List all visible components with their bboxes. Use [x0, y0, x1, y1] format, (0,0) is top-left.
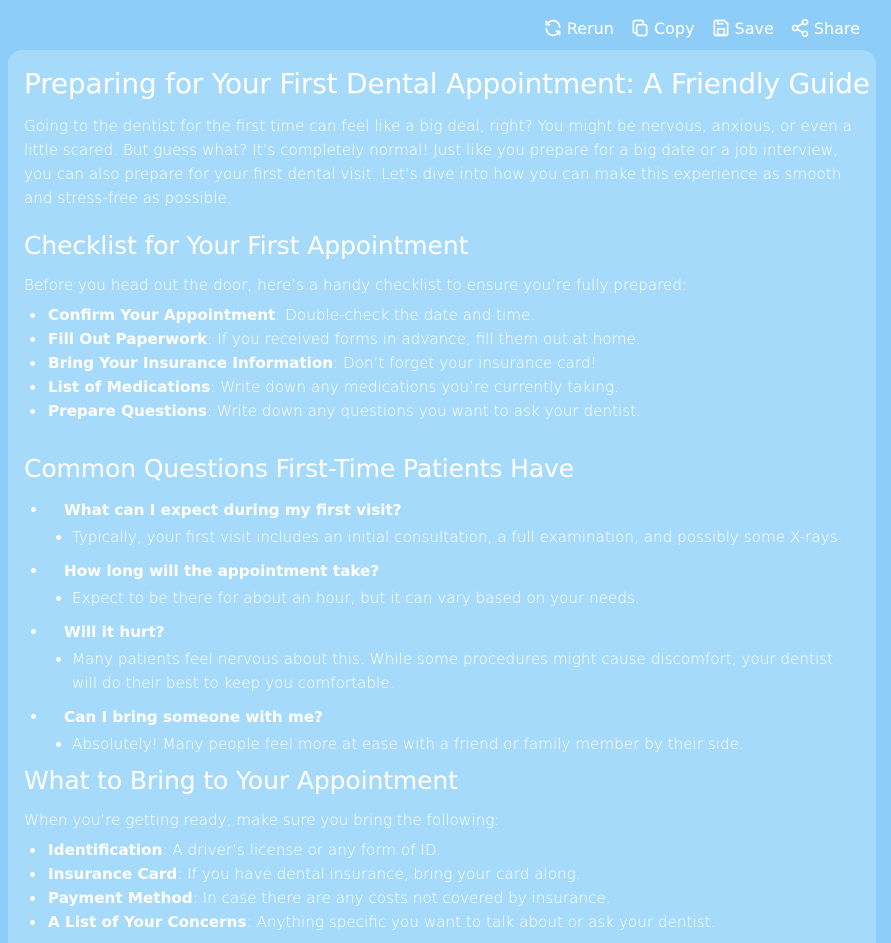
save-label: Save	[734, 18, 774, 38]
item-term: Prepare Questions	[48, 402, 207, 420]
checklist-heading: Checklist for Your First Appointment	[24, 231, 469, 260]
list-item	[24, 910, 860, 934]
item-term: A List of Your Concerns	[48, 913, 247, 931]
copy-icon	[630, 18, 650, 38]
question-item: What can I expect during my first visit?	[24, 495, 860, 525]
question-item: Can I bring someone with me?	[24, 702, 860, 732]
list-item	[24, 303, 860, 327]
questions-heading: Common Questions First-Time Patients Have	[24, 454, 575, 483]
toolbar	[543, 18, 860, 38]
item-term: Fill Out Paperwork	[48, 330, 208, 348]
item-term: Payment Method	[48, 889, 193, 907]
rerun-icon	[543, 18, 563, 38]
copy-label: Copy	[653, 18, 695, 38]
list-item	[24, 862, 860, 886]
item-text: : Don’t forget your insurance card!	[333, 354, 597, 372]
section-spacer	[24, 423, 860, 451]
rerun-button[interactable]	[543, 18, 614, 38]
question-item: Will it hurt?	[24, 617, 860, 647]
copy-button[interactable]	[630, 18, 695, 38]
bring-heading: What to Bring to Your Appointment	[24, 766, 458, 795]
list-item	[24, 327, 860, 351]
item-text: : If you received forms in advance, fill them out at home.	[207, 330, 641, 348]
item-text: : If you have dental insurance, bring your card along.	[177, 865, 581, 883]
checklist	[24, 303, 860, 423]
item-term: Identification	[48, 841, 163, 859]
page-title: Preparing for Your First Dental Appointment: A Friendly Guide	[24, 67, 870, 100]
article	[8, 50, 876, 934]
item-text: : Write down any medications you’re currently taking.	[210, 378, 619, 396]
list-item	[24, 375, 860, 399]
item-text: : A driver’s license or any form of ID.	[162, 841, 442, 859]
list-item	[24, 838, 860, 862]
save-icon	[711, 18, 731, 38]
intro-paragraph: Going to the dentist for the first time can feel like a big deal, right? You might be nervous, anxious, or even a little scared. But guess what? It’s completely normal! Just like you prepare for a big date or a job interview, you can also prepare for your first dental visit. Let’s dive into how you can make this experience as smooth and stress-free as possible.	[24, 117, 852, 207]
share-icon	[790, 18, 810, 38]
checklist-lead: Before you head out the door, here’s a handy checklist to ensure you’re fully prepared:	[24, 276, 688, 294]
item-text: : Write down any questions you want to ask your dentist.	[206, 402, 641, 420]
item-term: List of Medications	[48, 378, 211, 396]
list-item	[24, 886, 860, 910]
save-button[interactable]	[711, 18, 774, 38]
share-button[interactable]	[790, 18, 860, 38]
list-item	[24, 351, 860, 375]
rerun-label: Rerun	[566, 18, 614, 38]
list-item	[24, 399, 860, 423]
item-term: Bring Your Insurance Information	[48, 354, 334, 372]
item-term: Insurance Card	[48, 865, 178, 883]
item-text: : In case there are any costs not covered by insurance.	[192, 889, 611, 907]
item-text: : Double-check the date and time.	[275, 306, 536, 324]
question-item: How long will the appointment take?	[24, 556, 860, 586]
message-card	[8, 50, 876, 943]
bring-lead: When you’re getting ready, make sure you bring the following:	[24, 811, 500, 829]
bring-list	[24, 838, 860, 934]
questions-list	[24, 495, 860, 756]
answer-item: Many patients feel nervous about this. While some procedures might cause discomfort, your dentist will do their best to keep you comfortable.	[24, 647, 860, 695]
share-label: Share	[813, 18, 860, 38]
item-term: Confirm Your Appointment	[48, 306, 276, 324]
answer-item: Expect to be there for about an hour, but it can vary based on your needs.	[24, 586, 860, 610]
item-text: : Anything specific you want to talk about or ask your dentist.	[246, 913, 716, 931]
answer-item: Typically, your first visit includes an initial consultation, a full examination, and possibly some X-rays.	[24, 525, 860, 549]
answer-item: Absolutely! Many people feel more at ease with a friend or family member by their side.	[24, 732, 860, 756]
